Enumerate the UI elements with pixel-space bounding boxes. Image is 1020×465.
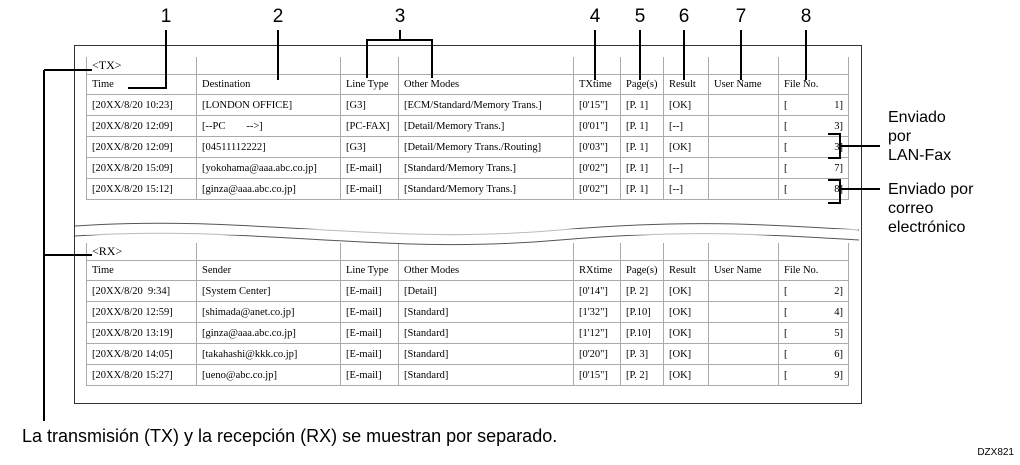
- rx-cell: [20XX/8/20 15:27]: [87, 365, 197, 386]
- tx-cell: [P. 1]: [621, 95, 664, 116]
- rx-cell: [takahashi@kkk.co.jp]: [197, 344, 341, 365]
- tx-cell: [Standard/Memory Trans.]: [399, 158, 574, 179]
- tx-cell: [OK]: [664, 137, 709, 158]
- figure-caption: La transmisión (TX) y la recepción (RX) se muestran por separado.: [22, 426, 558, 446]
- rx-cell: [709, 302, 779, 323]
- tx-cell: [20XX/8/20 10:23]: [87, 95, 197, 116]
- rx-cell: [ginza@aaa.abc.co.jp]: [197, 323, 341, 344]
- rx-cell: [E-mail]: [341, 302, 399, 323]
- rx-cell: [OK]: [664, 302, 709, 323]
- rx-cell: [P.10]: [621, 302, 664, 323]
- tx-cell: [ 7]: [779, 158, 849, 179]
- tx-cell: [Standard/Memory Trans.]: [399, 179, 574, 200]
- tx-cell: [0'02"]: [574, 179, 621, 200]
- callout-3: 3: [394, 6, 406, 27]
- tx-cell: [709, 158, 779, 179]
- rx-col-file-no: File No.: [779, 261, 849, 281]
- tx-cell: [ 8]: [779, 179, 849, 200]
- tx-cell: [P. 1]: [621, 179, 664, 200]
- rx-cell: [1'32"]: [574, 302, 621, 323]
- tx-col-pages: Page(s): [621, 75, 664, 95]
- rx-cell: [20XX/8/20 13:19]: [87, 323, 197, 344]
- tx-cell: [ECM/Standard/Memory Trans.]: [399, 95, 574, 116]
- rx-cell: [0'20"]: [574, 344, 621, 365]
- rx-col-other-modes: Other Modes: [399, 261, 574, 281]
- rx-cell: [ueno@abc.co.jp]: [197, 365, 341, 386]
- rx-cell: [System Center]: [197, 281, 341, 302]
- rx-col-rxtime: RXtime: [574, 261, 621, 281]
- tx-row: [87, 179, 849, 200]
- rx-section-label: <RX>: [87, 243, 197, 261]
- callout-7: 7: [735, 6, 747, 27]
- rx-row: [87, 302, 849, 323]
- tx-cell: [0'02"]: [574, 158, 621, 179]
- rx-cell: [Detail]: [399, 281, 574, 302]
- tx-cell: [ginza@aaa.abc.co.jp]: [197, 179, 341, 200]
- rx-cell: [E-mail]: [341, 344, 399, 365]
- tx-cell: [0'01"]: [574, 116, 621, 137]
- rx-cell: [Standard]: [399, 365, 574, 386]
- tx-col-other-modes: Other Modes: [399, 75, 574, 95]
- rx-cell: [20XX/8/20 14:05]: [87, 344, 197, 365]
- lanfax-line: por: [888, 128, 912, 145]
- rx-header-row: [87, 261, 849, 281]
- tx-cell: [ 1]: [779, 95, 849, 116]
- rx-col-user-name: User Name: [709, 261, 779, 281]
- tx-row: [87, 95, 849, 116]
- callout-8: 8: [800, 6, 812, 27]
- tx-cell: [E-mail]: [341, 179, 399, 200]
- callout-4: 4: [589, 6, 601, 27]
- tx-cell: [G3]: [341, 137, 399, 158]
- rx-col-time: Time: [87, 261, 197, 281]
- tx-cell: [PC-FAX]: [341, 116, 399, 137]
- rx-cell: [ 4]: [779, 302, 849, 323]
- rx-cell: [OK]: [664, 323, 709, 344]
- rx-cell: [0'15"]: [574, 365, 621, 386]
- tx-cell: [0'03"]: [574, 137, 621, 158]
- rx-row: [87, 323, 849, 344]
- tx-cell: [709, 179, 779, 200]
- rx-cell: [E-mail]: [341, 323, 399, 344]
- rx-cell: [Standard]: [399, 323, 574, 344]
- rx-row: [87, 281, 849, 302]
- rx-cell: [P. 2]: [621, 281, 664, 302]
- rx-col-result: Result: [664, 261, 709, 281]
- tx-col-file-no: File No.: [779, 75, 849, 95]
- rx-col-pages: Page(s): [621, 261, 664, 281]
- rx-cell: [P. 2]: [621, 365, 664, 386]
- rx-cell: [shimada@anet.co.jp]: [197, 302, 341, 323]
- rx-cell: [Standard]: [399, 344, 574, 365]
- rx-cell: [709, 344, 779, 365]
- tx-cell: [20XX/8/20 15:09]: [87, 158, 197, 179]
- tx-cell: [--]: [664, 116, 709, 137]
- tx-cell: [P. 1]: [621, 158, 664, 179]
- rx-row: [87, 344, 849, 365]
- tx-cell: [Detail/Memory Trans.]: [399, 116, 574, 137]
- tx-row: [87, 137, 849, 158]
- lanfax-line: Enviado: [888, 109, 946, 126]
- tx-cell: [LONDON OFFICE]: [197, 95, 341, 116]
- callout-5: 5: [634, 6, 646, 27]
- email-line: Enviado por: [888, 181, 974, 198]
- rx-cell: [709, 365, 779, 386]
- lanfax-line: LAN-Fax: [888, 147, 952, 164]
- tx-col-time: Time: [87, 75, 197, 95]
- tx-cell: [--PC -->]: [197, 116, 341, 137]
- tx-cell: [--]: [664, 179, 709, 200]
- figure-code: DZX821: [977, 447, 1014, 458]
- tx-cell: [709, 95, 779, 116]
- tx-cell: [709, 137, 779, 158]
- rx-cell: [OK]: [664, 344, 709, 365]
- tx-col-txtime: TXtime: [574, 75, 621, 95]
- rx-cell: [1'12"]: [574, 323, 621, 344]
- rx-cell: [0'14"]: [574, 281, 621, 302]
- tx-cell: [ 3]: [779, 116, 849, 137]
- tx-cell: [709, 116, 779, 137]
- rx-col-line-type: Line Type: [341, 261, 399, 281]
- tx-cell: [Detail/Memory Trans./Routing]: [399, 137, 574, 158]
- rx-cell: [ 2]: [779, 281, 849, 302]
- tx-cell: [--]: [664, 158, 709, 179]
- rx-cell: [709, 281, 779, 302]
- callout-1: 1: [160, 6, 172, 27]
- tx-col-user-name: User Name: [709, 75, 779, 95]
- tx-cell: [04511112222]: [197, 137, 341, 158]
- tx-cell: [yokohama@aaa.abc.co.jp]: [197, 158, 341, 179]
- tx-cell: [20XX/8/20 12:09]: [87, 116, 197, 137]
- tx-col-destination: Destination: [197, 75, 341, 95]
- tx-cell: [20XX/8/20 15:12]: [87, 179, 197, 200]
- rx-cell: [P. 3]: [621, 344, 664, 365]
- rx-cell: [Standard]: [399, 302, 574, 323]
- callout-6: 6: [678, 6, 690, 27]
- lanfax-annotation: [888, 108, 951, 165]
- email-line: correo: [888, 200, 934, 217]
- tx-row: [87, 158, 849, 179]
- tx-cell: [E-mail]: [341, 158, 399, 179]
- rx-cell: [OK]: [664, 281, 709, 302]
- rx-cell: [E-mail]: [341, 281, 399, 302]
- rx-cell: [ 6]: [779, 344, 849, 365]
- tx-header-row: [87, 75, 849, 95]
- email-line: electrónico: [888, 219, 966, 236]
- tx-row: [87, 116, 849, 137]
- tx-col-line-type: Line Type: [341, 75, 399, 95]
- email-annotation: [888, 180, 973, 237]
- rx-cell: [20XX/8/20 9:34]: [87, 281, 197, 302]
- rx-row: [87, 365, 849, 386]
- tx-cell: [20XX/8/20 12:09]: [87, 137, 197, 158]
- tx-table: [86, 57, 849, 200]
- rx-cell: [OK]: [664, 365, 709, 386]
- rx-cell: [20XX/8/20 12:59]: [87, 302, 197, 323]
- tx-cell: [OK]: [664, 95, 709, 116]
- tx-col-result: Result: [664, 75, 709, 95]
- rx-cell: [709, 323, 779, 344]
- rx-cell: [P.10]: [621, 323, 664, 344]
- rx-cell: [ 5]: [779, 323, 849, 344]
- rx-cell: [ 9]: [779, 365, 849, 386]
- rx-col-sender: Sender: [197, 261, 341, 281]
- tx-cell: [G3]: [341, 95, 399, 116]
- callout-2: 2: [272, 6, 284, 27]
- tx-cell: [P. 1]: [621, 116, 664, 137]
- tx-cell: [0'15"]: [574, 95, 621, 116]
- tx-cell: [ 3]: [779, 137, 849, 158]
- tx-section-label: <TX>: [87, 57, 197, 75]
- rx-table: [86, 243, 849, 386]
- rx-cell: [E-mail]: [341, 365, 399, 386]
- tx-cell: [P. 1]: [621, 137, 664, 158]
